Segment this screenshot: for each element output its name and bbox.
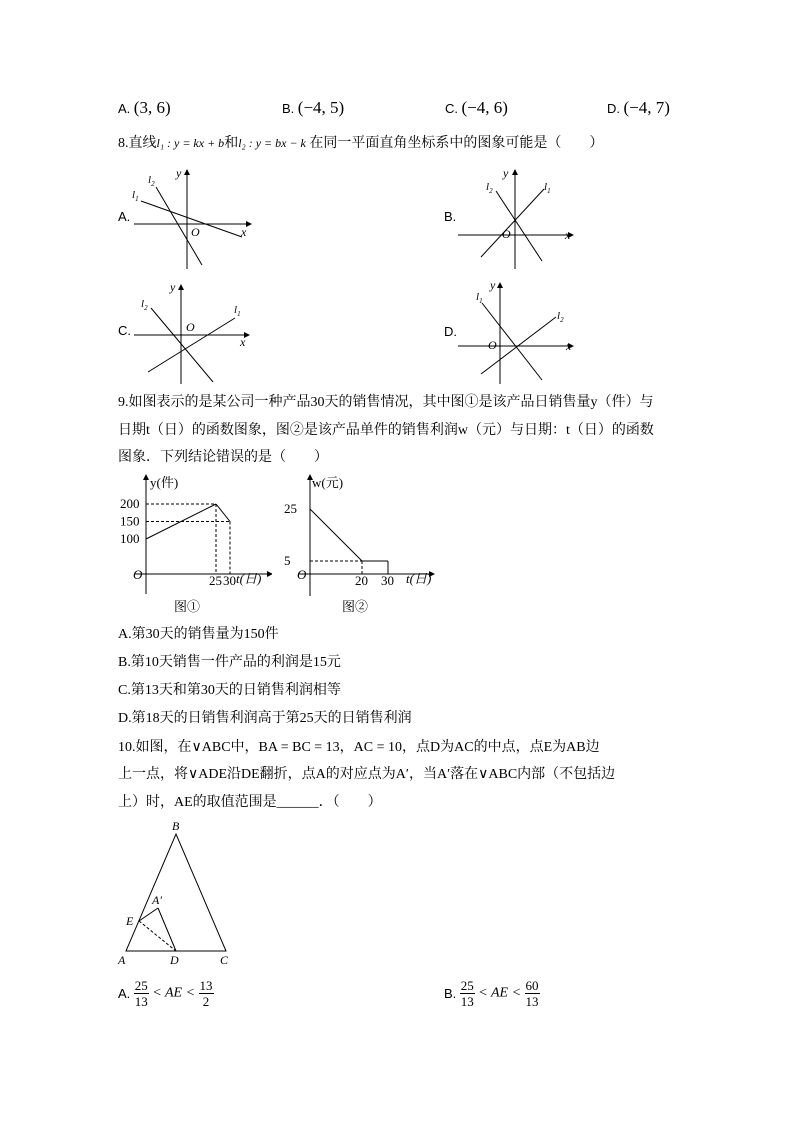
option-label: A. [118,209,131,224]
q9-figure-2 [284,474,444,614]
q8-graph-b [444,165,584,273]
point-b-label: B [172,819,180,833]
point-e-label: E [126,914,134,928]
line-l2 [496,191,542,261]
segment-a-prime-d [158,908,176,951]
y-arrow [184,169,190,175]
caption: 图① [174,599,201,614]
label-l2: $l_2$ [148,174,155,188]
point-a-prime-label: A′ [152,893,162,907]
fraction-upper: $\frac{60}{13}$ [525,978,539,1009]
option-label: B. [444,209,457,224]
axis-x-label: x [566,339,572,353]
q9-option-a[interactable]: A.第30天的销售量为150件 [118,627,279,642]
q7-option-a[interactable] [118,98,171,118]
q8-graph-d [444,280,584,388]
y-tick-label: 100 [120,531,140,546]
origin-label: O [297,567,307,582]
series-segment [216,504,230,522]
option-value: (−4, 5) [297,98,345,117]
q9-option-b[interactable]: B.第10天销售一件产品的利润是15元 [118,655,341,670]
q10-option-a[interactable] [118,978,214,1009]
y-arrow [512,169,518,175]
q7-option-b[interactable] [282,98,344,118]
option-label: B. [444,986,457,1001]
y-axis-label: w(元) [312,475,344,490]
option-label: A. [118,986,131,1001]
q9-stem-line3: 图象．下列结论错误的是（ ） [118,450,328,465]
caption: 图② [342,599,369,614]
q9-stem-line1: 9.如图表示的是某公司一种产品30天的销售情况，其中图①是该产品日销售量y（件）与 [118,395,654,410]
q9-option-d[interactable]: D.第18天的日销售利润高于第25天的日销售利润 [118,711,412,726]
q8-and: 和 [224,136,239,151]
triangle-abc [126,834,226,951]
x-tick-label: 30 [223,573,236,588]
y-tick-label: 25 [284,501,297,516]
point-d-label: D [170,953,179,966]
q8-option-c[interactable] [118,278,258,388]
q10-option-b[interactable] [444,978,540,1009]
line-l2 [151,308,213,382]
option-label: C. [118,323,131,338]
y-tick-label: 200 [120,496,140,511]
axis-x-label: x [565,228,571,242]
axis-y-label: y [503,166,509,180]
label-l2: $l_2$ [486,181,493,195]
option-label: D. [444,324,457,339]
q8-stem [118,134,603,153]
q8-option-d[interactable] [444,280,584,388]
q8-l1-expr: l₁ : y = kx + b [156,136,225,150]
q9-figure-1 [112,474,272,614]
label-l2: $l_2$ [141,298,148,312]
option-value: (−4, 7) [623,98,670,117]
y-axis-label: y(件) [150,475,179,490]
q10-stem-line2: 上一点，将∨ADE沿DE翻折，点A的对应点为A′，当A′落在∨ABC内部（不包括边 [118,767,616,782]
axis-x-label: x [240,335,246,349]
x-arrow [246,221,252,227]
q8-graph-a [118,165,258,273]
label-l1: $l_1$ [476,291,483,305]
x-tick-label: 25 [209,573,222,588]
label-l1: $l_1$ [132,189,139,203]
q10-triangle-figure [112,818,252,966]
origin-label: O [133,567,143,582]
inequality-middle: < AE < [478,985,522,1001]
y-tick-label: 150 [120,513,140,529]
origin-label: O [191,225,200,239]
q7-option-d[interactable] [607,98,670,118]
q8-option-a[interactable] [118,165,258,273]
y-arrow [178,284,184,290]
axis-x-label: x [241,225,247,239]
option-label: B. [282,101,295,116]
series-segment [310,509,362,561]
point-c-label: C [220,953,229,966]
origin-label: O [186,320,195,334]
q9-stem-line2: 日期t（日）的函数图象，图②是该产品单件的销售利润w（元）与日期：t（日）的函数 [118,423,654,438]
option-label: A. [118,101,131,116]
option-value: (3, 6) [133,98,171,117]
fraction-lower: $\frac{25}{13}$ [460,978,474,1009]
inequality-middle: < AE < [152,985,196,1001]
line-l1 [481,189,544,257]
option-value: (−4, 6) [461,98,508,117]
axis-y-label: y [170,280,176,294]
segment-ed [139,921,176,951]
axis-y-label: y [176,166,182,180]
option-label: D. [607,101,620,116]
label-l1: $l_1$ [234,304,241,318]
x-tick-label: 30 [381,573,394,588]
q8-stem-suffix: 在同一平面直角坐标系中的图象可能是（ ） [309,136,604,151]
q8-option-b[interactable] [444,165,584,273]
x-axis-label: t(日) [236,571,262,586]
fraction-lower: $\frac{25}{13}$ [134,978,148,1009]
y-arrow [497,282,503,288]
x-axis-label: t(日) [406,571,432,586]
axis-y-label: y [490,280,496,292]
q9-option-c[interactable]: C.第13天和第30天的日销售利润相等 [118,683,341,698]
q10-stem-line3: 上）时，AE的取值范围是______．（ ） [118,795,382,810]
point-a-label: A [118,953,126,966]
q7-option-c[interactable] [445,98,508,118]
x-arrow [267,571,272,577]
label-l1: $l_1$ [544,181,551,195]
y-tick-label: 5 [284,553,291,568]
q8-l2-expr: l₂ : y = bx − k [238,136,306,150]
q8-graph-c [118,278,258,388]
q8-stem-prefix: 8.直线 [118,136,157,151]
origin-label: O [488,338,497,352]
origin-label: O [502,227,511,241]
label-l2: $l_2$ [557,310,564,324]
q10-stem-line1: 10.如图，在∨ABC中，BA = BC = 13，AC = 10，点D为AC的中点，点E为AB边 [118,740,600,755]
option-label: C. [445,101,458,116]
x-tick-label: 20 [355,573,368,588]
fraction-upper: $\frac{13}{2}$ [199,978,213,1009]
y-arrow [143,474,149,480]
